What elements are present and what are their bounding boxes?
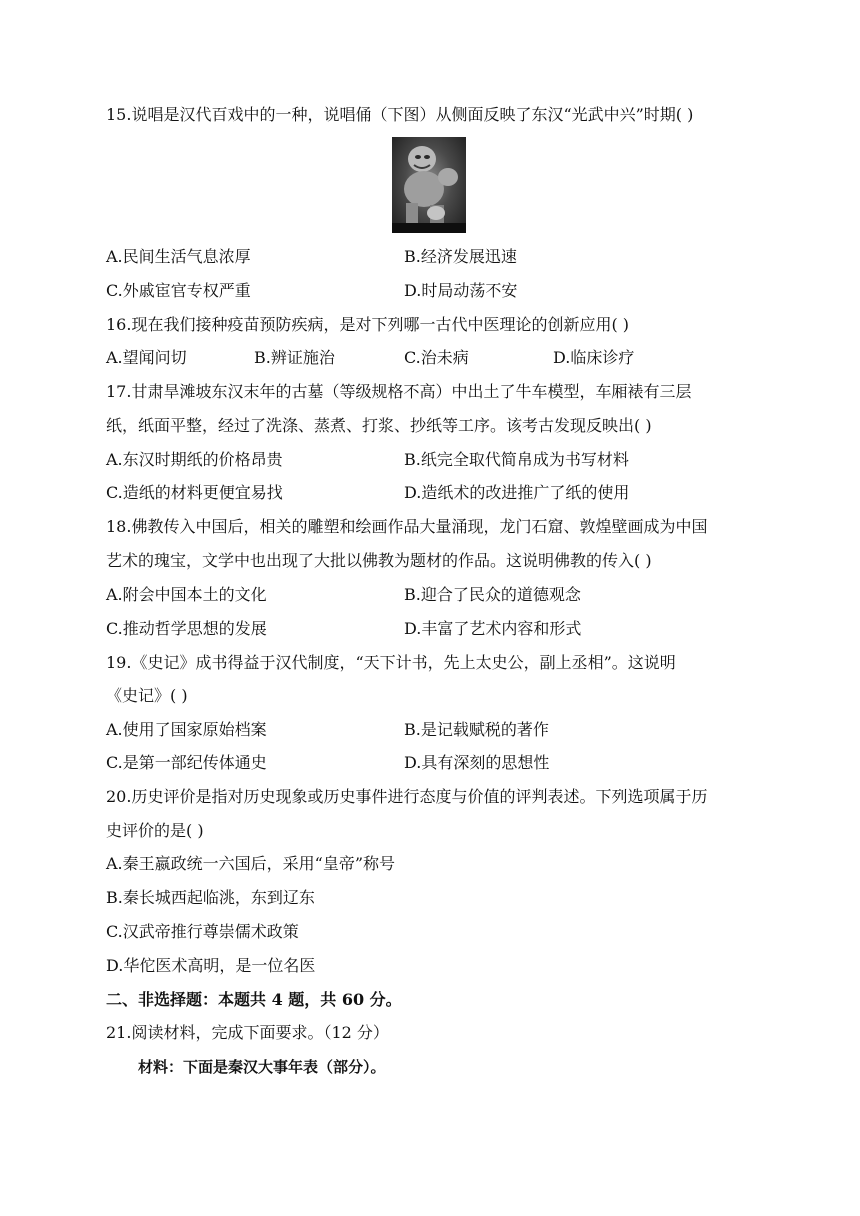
q18-stem-line1: 18.佛教传入中国后，相关的雕塑和绘画作品大量涌现，龙门石窟、敦煌壁画成为中国	[106, 517, 708, 536]
q21-stem: 21.阅读材料，完成下面要求。（12 分）	[106, 1023, 389, 1042]
q15-stem: 15.说唱是汉代百戏中的一种，说唱俑（下图）从侧面反映了东汉“光武中兴”时期( )	[106, 105, 694, 124]
q18-option-d: D.丰富了艺术内容和形式	[404, 619, 582, 638]
q16-stem: 16.现在我们接种疫苗预防疾病，是对下列哪一古代中医理论的创新应用( )	[106, 315, 630, 334]
q17-option-b: B.纸完全取代简帛成为书写材料	[404, 450, 629, 469]
q21-material: 材料：下面是秦汉大事年表（部分）。	[138, 1058, 386, 1076]
q19-option-a: A.使用了国家原始档案	[106, 720, 267, 739]
q18-option-c: C.推动哲学思想的发展	[106, 619, 267, 638]
q18-option-b: B.迎合了民众的道德观念	[404, 585, 581, 604]
q18-option-a: A.附会中国本土的文化	[106, 585, 267, 604]
storyteller-figurine-image	[392, 137, 466, 233]
q20-option-c: C.汉武帝推行尊崇儒术政策	[106, 922, 299, 941]
q20-option-a: A.秦王嬴政统一六国后，采用“皇帝”称号	[106, 854, 396, 873]
q20-option-b: B.秦长城西起临洮，东到辽东	[106, 888, 315, 907]
section-heading: 二、非选择题：本题共 4 题，共 60 分。	[106, 990, 402, 1009]
q17-option-a: A.东汉时期纸的价格昂贵	[106, 450, 283, 469]
q16-option-a: A.望闻问切	[106, 348, 187, 367]
q16-option-b: B.辨证施治	[254, 348, 335, 367]
q15-option-b: B.经济发展迅速	[404, 247, 517, 266]
q16-option-c: C.治未病	[404, 348, 469, 367]
q19-option-d: D.具有深刻的思想性	[404, 753, 550, 772]
q20-option-d: D.华佗医术高明，是一位名医	[106, 956, 316, 975]
q19-option-c: C.是第一部纪传体通史	[106, 753, 267, 772]
q18-stem-line2: 艺术的瑰宝，文学中也出现了大批以佛教为题材的作品。这说明佛教的传入( )	[106, 551, 652, 570]
q15-option-c: C.外戚宦官专权严重	[106, 281, 251, 300]
q15-option-a: A.民间生活气息浓厚	[106, 247, 251, 266]
q20-stem-line2: 史评价的是( )	[106, 821, 204, 840]
q17-option-d: D.造纸术的改进推广了纸的使用	[404, 483, 630, 502]
q17-option-c: C.造纸的材料更便宜易找	[106, 483, 283, 502]
q20-stem-line1: 20.历史评价是指对历史现象或历史事件进行态度与价值的评判表述。下列选项属于历	[106, 787, 708, 806]
q15-option-d: D.时局动荡不安	[404, 281, 518, 300]
q19-option-b: B.是记载赋税的著作	[404, 720, 549, 739]
q17-stem-line2: 纸，纸面平整，经过了洗涤、蒸煮、打浆、抄纸等工序。该考古发现反映出( )	[106, 416, 652, 435]
q17-stem-line1: 17.甘肃旱滩坡东汉末年的古墓（等级规格不高）中出土了牛车模型，车厢裱有三层	[106, 382, 692, 401]
q19-stem-line1: 19.《史记》成书得益于汉代制度，“天下计书，先上太史公，副上丞相”。这说明	[106, 653, 676, 672]
q16-option-d: D.临床诊疗	[553, 348, 635, 367]
q19-stem-line2: 《史记》( )	[106, 686, 188, 705]
